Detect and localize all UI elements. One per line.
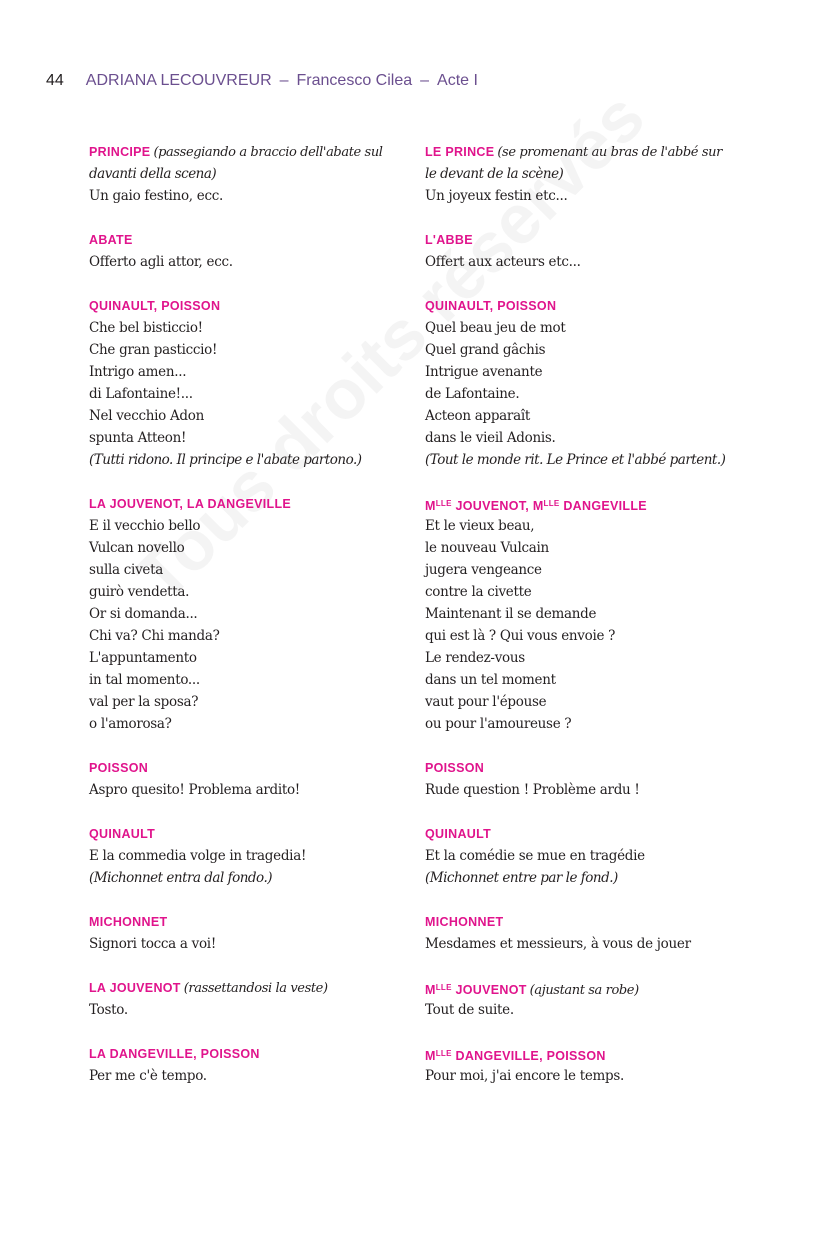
page-header [46, 72, 478, 94]
speaker-name: MICHONNET [89, 915, 168, 929]
speech-block [425, 911, 765, 955]
speech-block [89, 493, 429, 735]
speech-block [425, 823, 765, 889]
speaker-name: MICHONNET [425, 915, 504, 929]
lyric-line: val per la sposa? [89, 694, 199, 710]
stage-direction-line: (Michonnet entra dal fondo.) [89, 870, 272, 886]
lyric-line: qui est là ? Qui vous envoie ? [425, 628, 616, 644]
speech-block [425, 229, 765, 273]
composer-name: Francesco Cilea [296, 72, 413, 89]
stage-direction: (rassettandosi la veste) [183, 981, 328, 996]
act-label: Acte I [437, 72, 478, 89]
lyric-line: contre la civette [425, 584, 532, 600]
lyric-line: Et la comédie se mue en tragédie [425, 848, 645, 864]
lyric-line: Quel beau jeu de mot [425, 320, 566, 336]
separator: – [279, 72, 289, 89]
speaker-name: L'ABBE [425, 233, 473, 247]
lyric-line: de Lafontaine. [425, 386, 520, 402]
speech-block [89, 295, 429, 471]
speaker-name: POISSON [425, 761, 485, 775]
lyric-line: Tosto. [89, 1002, 128, 1018]
speaker-name: $M^{LLE}$ JOUVENOT (ajustant sa robe) [425, 983, 639, 998]
speaker-name: QUINAULT, POISSON [425, 299, 557, 313]
speech-block [425, 493, 765, 735]
speech-block [89, 229, 429, 273]
lyric-line: Maintenant il se demande [425, 606, 597, 622]
speech-block [425, 1043, 765, 1087]
lyric-line: Le rendez-vous [425, 650, 525, 666]
french-column [425, 141, 765, 1109]
speaker-name: QUINAULT, POISSON [89, 299, 221, 313]
lyric-line: Un joyeux festin etc... [425, 188, 568, 204]
lyric-line: Intrigue avenante [425, 364, 543, 380]
lyric-line: spunta Atteon! [89, 430, 187, 446]
lyric-line: di Lafontaine!... [89, 386, 193, 402]
lyric-line: Quel grand gâchis [425, 342, 546, 358]
lyric-line: Che bel bisticcio! [89, 320, 203, 336]
speaker-name: LA JOUVENOT (rassettandosi la veste) [89, 981, 328, 996]
lyric-line: Acteon apparaît [425, 408, 530, 424]
lyric-line: Che gran pasticcio! [89, 342, 218, 358]
speaker-name: ABATE [89, 233, 133, 247]
speaker-name: $M^{LLE}$ DANGEVILLE, POISSON [425, 1049, 606, 1063]
lyric-line: Offert aux acteurs etc... [425, 254, 581, 270]
lyric-line: dans le vieil Adonis. [425, 430, 556, 446]
lyric-line: Offerto agli attor, ecc. [89, 254, 233, 270]
lyric-line: Rude question ! Problème ardu ! [425, 782, 640, 798]
lyric-line: Et le vieux beau, [425, 518, 535, 534]
lyric-line: ou pour l'amoureuse ? [425, 716, 572, 732]
speech-block [425, 141, 765, 207]
speaker-name: QUINAULT [425, 827, 492, 841]
lyric-line: guirò vendetta. [89, 584, 190, 600]
speaker-name: LA DANGEVILLE, POISSON [89, 1047, 260, 1061]
lyric-line: Per me c'è tempo. [89, 1068, 207, 1084]
italian-column [89, 141, 429, 1109]
stage-direction-line: (Tout le monde rit. Le Prince et l'abbé partent.) [425, 452, 726, 468]
lyric-line: Or si domanda... [89, 606, 198, 622]
lyric-line: Signori tocca a voi! [89, 936, 216, 952]
lyric-line: Pour moi, j'ai encore le temps. [425, 1068, 624, 1084]
opera-title: ADRIANA LECOUVREUR [85, 72, 272, 89]
lyric-line: E il vecchio bello [89, 518, 201, 534]
lyric-line: o l'amorosa? [89, 716, 172, 732]
lyric-line: Mesdames et messieurs, à vous de jouer [425, 936, 691, 952]
lyric-line: le nouveau Vulcain [425, 540, 549, 556]
lyric-line: Tout de suite. [425, 1002, 514, 1018]
stage-direction: (passegiando a braccio dell'abate sul [153, 145, 383, 160]
separator: – [420, 72, 430, 89]
lyric-line: L'appuntamento [89, 650, 197, 666]
lyric-line: E la commedia volge in tragedia! [89, 848, 307, 864]
stage-direction-line: (Michonnet entre par le fond.) [425, 870, 618, 886]
stage-direction-line: (Tutti ridono. Il principe e l'abate partono.) [89, 452, 362, 468]
lyric-line: vaut pour l'épouse [425, 694, 547, 710]
lyric-line: in tal momento... [89, 672, 200, 688]
speech-block [89, 1043, 429, 1087]
speech-block [425, 295, 765, 471]
speech-block [425, 977, 765, 1021]
lyric-line: sulla civeta [89, 562, 163, 578]
lyric-line: Intrigo amen... [89, 364, 187, 380]
speaker-name: LE PRINCE (se promenant au bras de l'abbé sur [425, 145, 722, 160]
lyric-line: Nel vecchio Adon [89, 408, 204, 424]
page-number: 44 [46, 72, 64, 89]
speech-block [89, 141, 429, 207]
lyric-line: jugera vengeance [425, 562, 542, 578]
speaker-name: LA JOUVENOT, LA DANGEVILLE [89, 497, 292, 511]
speech-block [89, 823, 429, 889]
speaker-name: POISSON [89, 761, 149, 775]
speech-block [425, 757, 765, 801]
lyric-line: Chi va? Chi manda? [89, 628, 220, 644]
stage-direction-line: le devant de la scène) [425, 166, 564, 182]
stage-direction: (ajustant sa robe) [529, 983, 639, 998]
stage-direction: (se promenant au bras de l'abbé sur [497, 145, 722, 160]
speech-block [89, 757, 429, 801]
lyric-line: Aspro quesito! Problema ardito! [89, 782, 300, 798]
speaker-name: $M^{LLE}$ JOUVENOT, $M^{LLE}$ DANGEVILLE [425, 499, 647, 513]
speech-block [89, 977, 429, 1021]
speech-block [89, 911, 429, 955]
lyric-line: Un gaio festino, ecc. [89, 188, 223, 204]
lyric-line: dans un tel moment [425, 672, 556, 688]
speaker-name: QUINAULT [89, 827, 156, 841]
lyric-line: Vulcan novello [89, 540, 185, 556]
stage-direction-line: davanti della scena) [89, 166, 217, 182]
speaker-name: PRINCIPE (passegiando a braccio dell'abate sul [89, 145, 383, 160]
